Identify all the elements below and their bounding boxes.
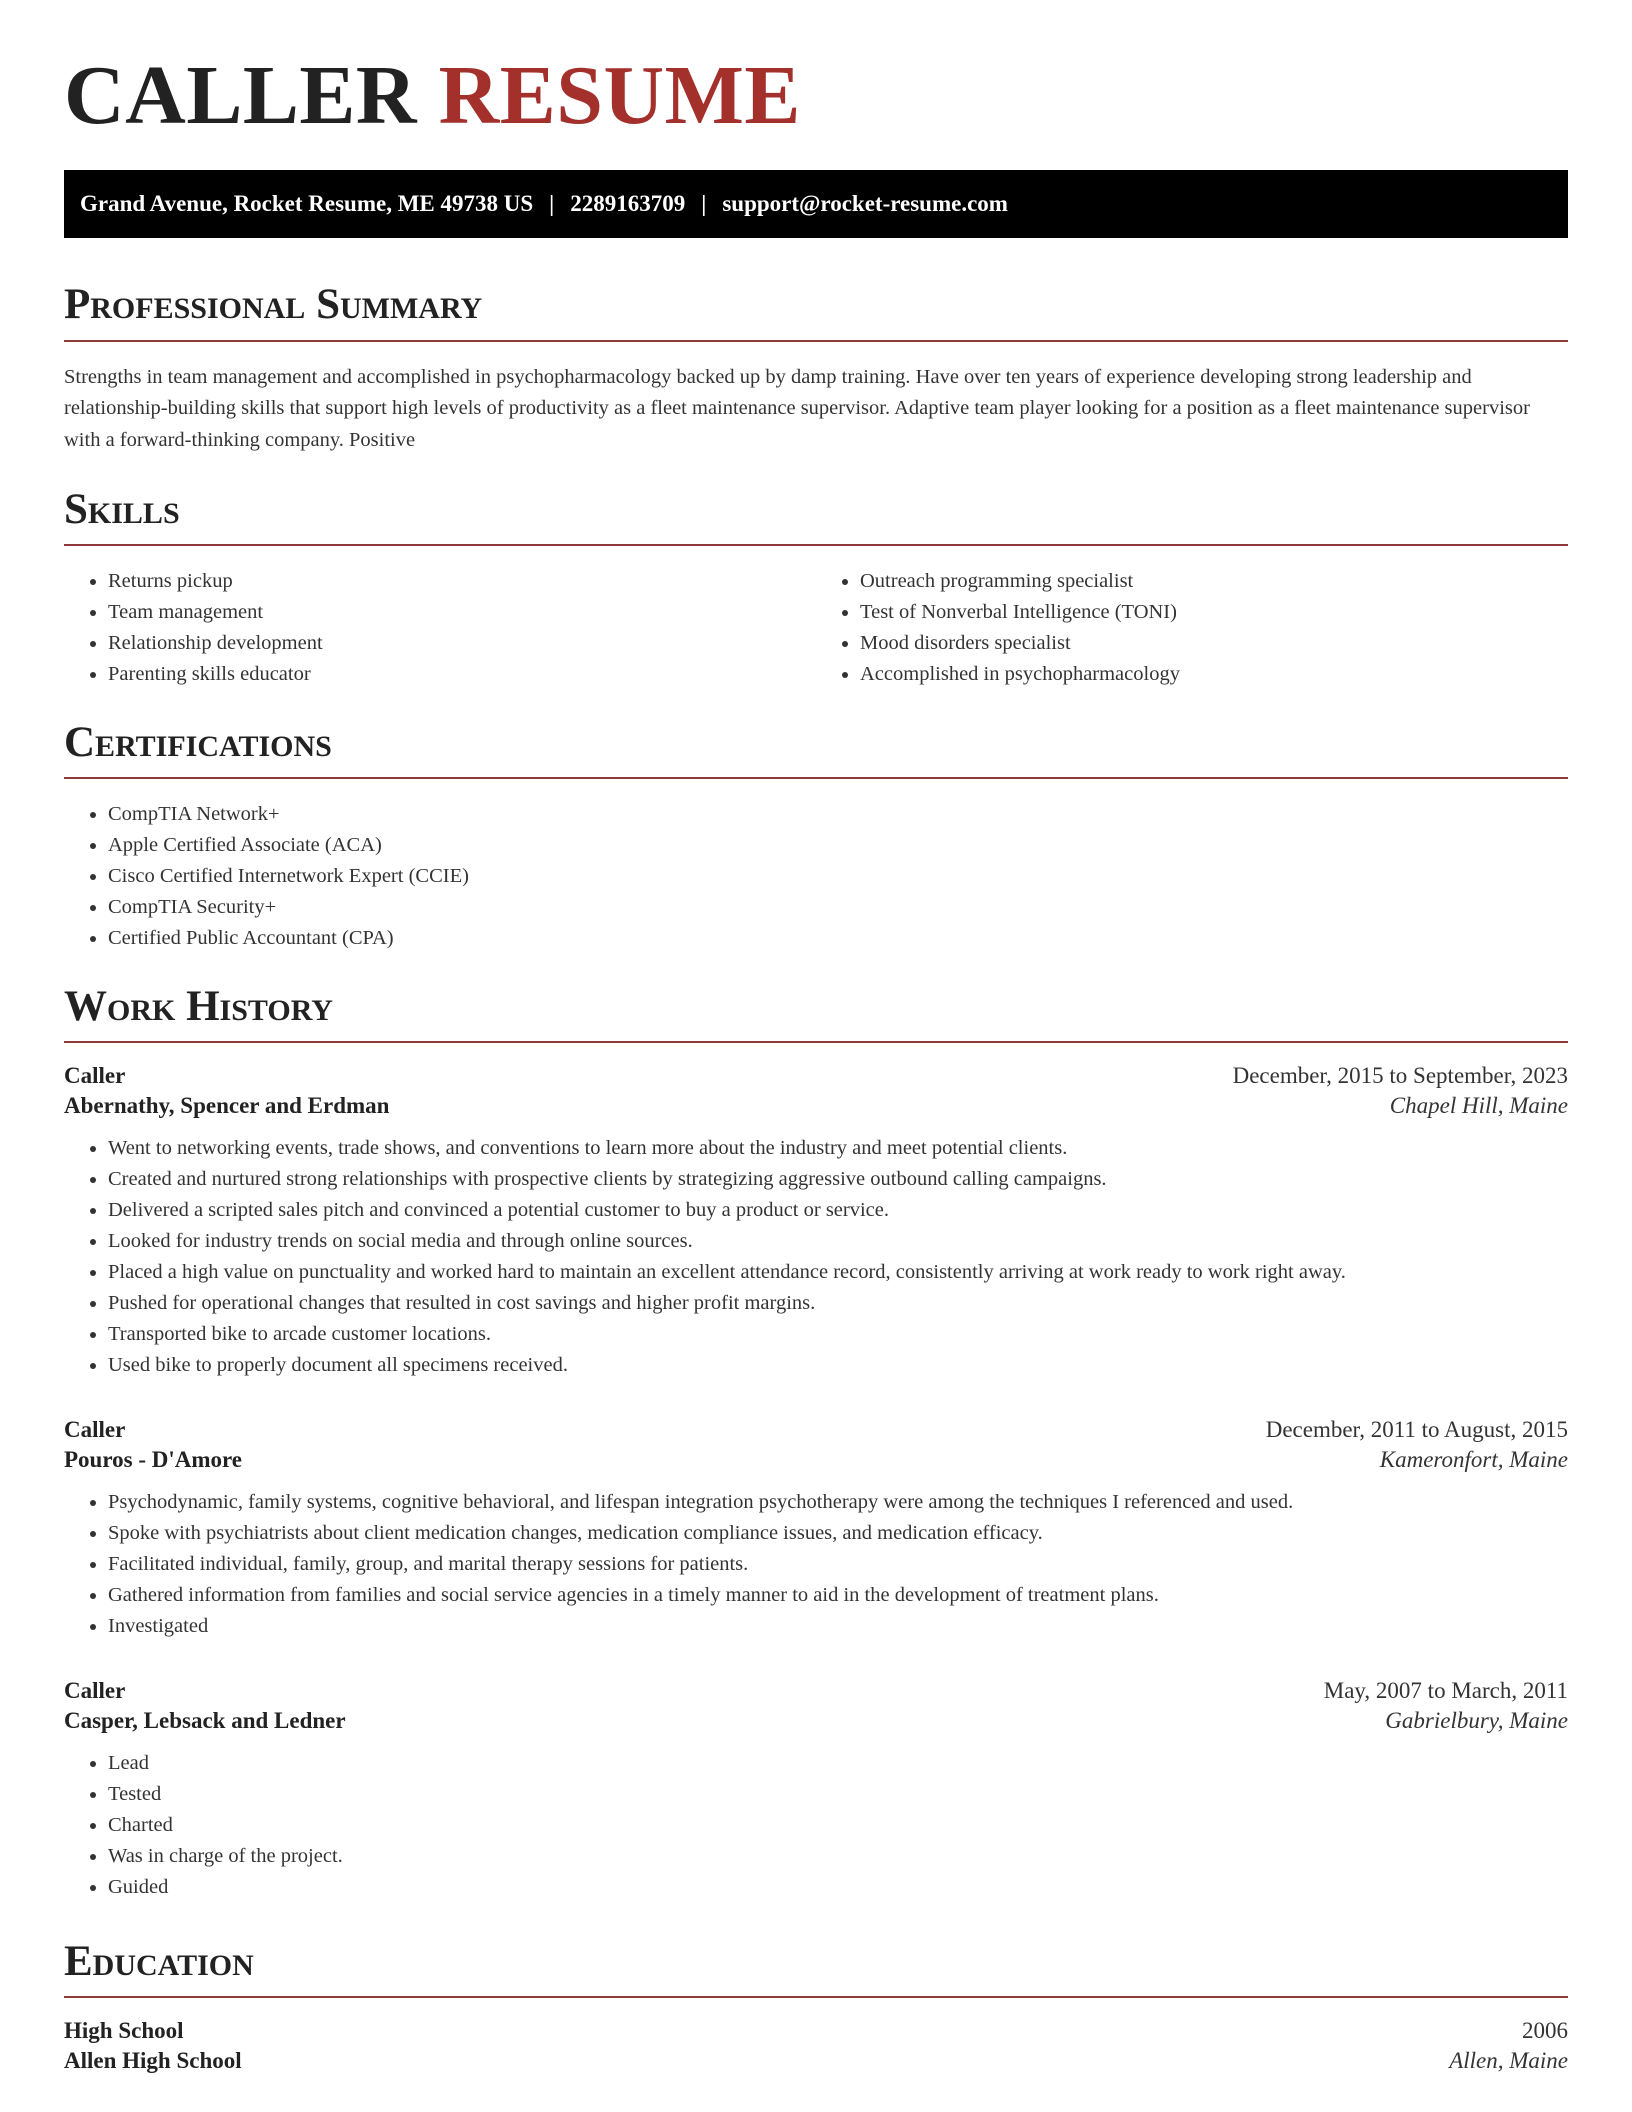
certification-item: • CompTIA Network+ <box>108 799 1568 830</box>
section-title-certifications: Certifications <box>64 718 332 766</box>
education-degree: High School <box>64 2018 184 2044</box>
skill-item: • Mood disorders specialist <box>860 628 1568 659</box>
certifications-list <box>64 799 1568 954</box>
section-divider <box>64 340 1568 342</box>
section-divider <box>64 1041 1568 1043</box>
job-bullet: • Psychodynamic, family systems, cognitive behavioral, and lifespan integration psychotherapy were among the techniques I referenced and used. <box>108 1487 1568 1518</box>
job-title: Caller <box>64 1678 126 1704</box>
contact-bar <box>64 170 1568 238</box>
skills-list-right <box>816 566 1568 690</box>
job-company: Pouros - D'Amore <box>64 1447 243 1473</box>
skill-item: • Parenting skills educator <box>108 659 816 690</box>
job-company: Casper, Lebsack and Ledner <box>64 1708 346 1734</box>
certification-item: • Certified Public Accountant (CPA) <box>108 923 1568 954</box>
certification-item: • Cisco Certified Internetwork Expert (CCIE) <box>108 861 1568 892</box>
skill-item: • Team management <box>108 597 816 628</box>
name-first: CALLER <box>64 49 418 142</box>
skill-item: • Outreach programming specialist <box>860 566 1568 597</box>
job-entry <box>64 1417 1568 1642</box>
work-history-section <box>64 984 1568 1903</box>
job-bullet: • Facilitated individual, family, group, and marital therapy sessions for patients. <box>108 1549 1568 1580</box>
job-bullet: • Created and nurtured strong relationships with prospective clients by strategizing aggressive outbound calling campaigns. <box>108 1164 1568 1195</box>
job-title: Caller <box>64 1417 126 1443</box>
skill-item: • Accomplished in psychopharmacology <box>860 659 1568 690</box>
resume-name <box>64 50 1568 142</box>
contact-address: Grand Avenue, Rocket Resume, ME 49738 US <box>80 191 534 217</box>
summary-text: Strengths in team management and accomplished in psychopharmacology backed up by damp training. Have over ten years of experience developing strong leadership and relationship-building skills that support high levels of productivity as a fleet maintenance supervisor. Adaptive team player looking for a position as a fleet maintenance supervisor with a forward-thinking company. Positive <box>64 365 1530 452</box>
job-bullet: • Went to networking events, trade shows, and conventions to learn more about the industry and meet potential clients. <box>108 1133 1568 1164</box>
skills-list-left <box>64 566 816 690</box>
job-bullet: • Delivered a scripted sales pitch and convinced a potential customer to buy a product or service. <box>108 1195 1568 1226</box>
job-bullets <box>64 1487 1568 1642</box>
job-bullet: • Used bike to properly document all specimens received. <box>108 1350 1568 1381</box>
job-entry <box>64 1063 1568 1381</box>
section-title-summary: Professional Summary <box>64 281 483 329</box>
job-company: Abernathy, Spencer and Erdman <box>64 1093 390 1119</box>
summary-section <box>64 282 1568 456</box>
section-divider <box>64 777 1568 779</box>
skills-grid <box>64 566 1568 690</box>
job-bullet: • Lead <box>108 1748 1568 1779</box>
job-dates: May, 2007 to March, 2011 <box>1323 1678 1568 1704</box>
education-location: Allen, Maine <box>1449 2048 1568 2074</box>
education-year: 2006 <box>1522 2018 1568 2044</box>
section-title-work-history: Work History <box>64 983 333 1031</box>
job-bullet: • Gathered information from families and social service agencies in a timely manner to aid in the development of treatment plans. <box>108 1580 1568 1611</box>
job-bullet: • Placed a high value on punctuality and worked hard to maintain an excellent attendance record, consistently arriving at work ready to work right away. <box>108 1257 1568 1288</box>
skill-item: • Returns pickup <box>108 566 816 597</box>
skill-item: • Relationship development <box>108 628 816 659</box>
skill-item: • Test of Nonverbal Intelligence (TONI) <box>860 597 1568 628</box>
job-bullet: • Pushed for operational changes that resulted in cost savings and higher profit margins. <box>108 1288 1568 1319</box>
job-dates: December, 2015 to September, 2023 <box>1232 1063 1568 1089</box>
job-bullet: • Looked for industry trends on social media and through online sources. <box>108 1226 1568 1257</box>
job-bullets <box>64 1133 1568 1381</box>
job-bullet: • Guided <box>108 1872 1568 1903</box>
contact-separator: | <box>549 191 555 217</box>
certification-item: • CompTIA Security+ <box>108 892 1568 923</box>
contact-email: support@rocket-resume.com <box>722 191 1008 217</box>
job-location: Kameronfort, Maine <box>1379 1447 1568 1473</box>
job-bullets <box>64 1748 1568 1903</box>
contact-phone: 2289163709 <box>570 191 686 217</box>
section-divider <box>64 1996 1568 1998</box>
job-bullet: • Charted <box>108 1810 1568 1841</box>
skills-section <box>64 487 1568 690</box>
job-location: Chapel Hill, Maine <box>1389 1093 1568 1119</box>
job-location: Gabrielbury, Maine <box>1385 1708 1568 1734</box>
job-bullet: • Investigated <box>108 1611 1568 1642</box>
section-divider <box>64 544 1568 546</box>
certifications-section <box>64 720 1568 954</box>
job-bullet: • Tested <box>108 1779 1568 1810</box>
certification-item: • Apple Certified Associate (ACA) <box>108 830 1568 861</box>
job-dates: December, 2011 to August, 2015 <box>1265 1417 1568 1443</box>
name-second: RESUME <box>438 49 801 142</box>
job-entry <box>64 1678 1568 1903</box>
contact-separator: | <box>701 191 707 217</box>
job-title: Caller <box>64 1063 126 1089</box>
job-bullet: • Spoke with psychiatrists about client medication changes, medication compliance issues, and medication efficacy. <box>108 1518 1568 1549</box>
job-bullet: • Was in charge of the project. <box>108 1841 1568 1872</box>
education-section <box>64 1939 1568 2074</box>
section-title-education: Education <box>64 1938 254 1986</box>
job-bullet: • Transported bike to arcade customer locations. <box>108 1319 1568 1350</box>
education-school: Allen High School <box>64 2048 242 2074</box>
section-title-skills: Skills <box>64 485 180 533</box>
